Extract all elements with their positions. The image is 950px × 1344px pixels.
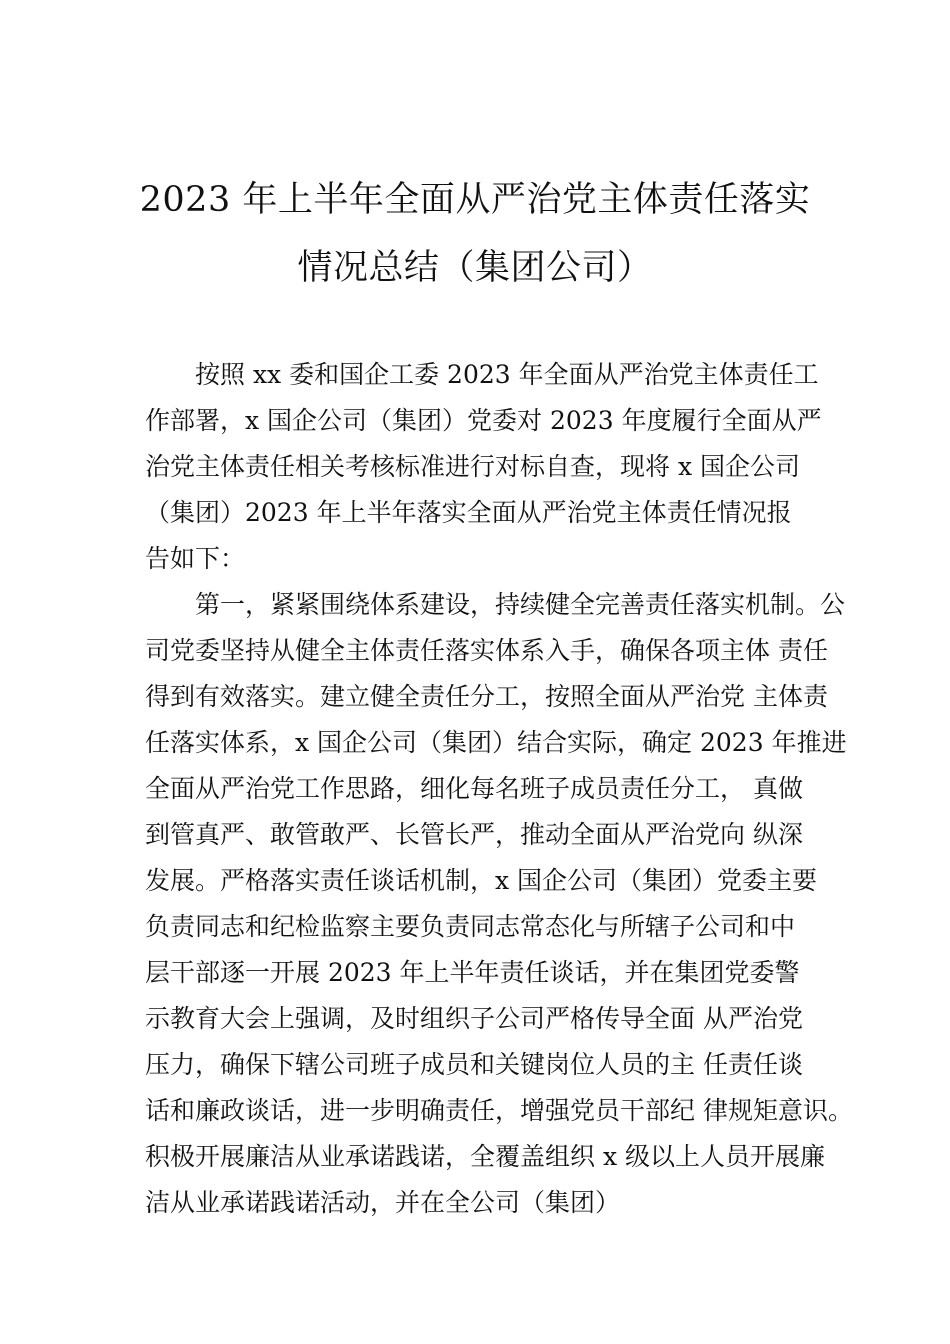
paragraph-line: 洁从业承诺践诺活动，并在全公司（集团） [145, 1188, 621, 1217]
paragraph-line: （集团）2023 年上半年落实全面从严治党主体责任情况报 [145, 498, 792, 527]
paragraph-line: 告如下： [145, 544, 246, 573]
paragraph-line: 按照 xx 委和国企工委 2023 年全面从严治党主体责任工 [195, 360, 819, 389]
paragraph-line: 作部署，x 国企公司（集团）党委对 2023 年度履行全面从严 [145, 406, 822, 435]
paragraph-line: 司党委坚持从健全主体责任落实体系入手，确保各项主体 责任 [145, 636, 828, 665]
paragraph-line: 到管真严、敢管敢严、长管长严，推动全面从严治党向 纵深 [145, 820, 803, 849]
paragraph-line: 第一，紧紧围绕体系建设，持续健全完善责任落实机制。公 [195, 590, 846, 619]
paragraph-line: 示教育大会上强调，及时组织子公司严格传导全面 从严治党 [145, 1004, 803, 1033]
paragraph-line: 发展。严格落实责任谈话机制，x 国企公司（集团）党委主要 [145, 866, 818, 895]
paragraph-line: 压力，确保下辖公司班子成员和关键岗位人员的主 任责任谈 [145, 1050, 803, 1079]
paragraph-line: 积极开展廉洁从业承诺践诺，全覆盖组织 x 级以上人员开展廉 [145, 1142, 825, 1171]
paragraph-line: 全面从严治党工作思路，细化每名班子成员责任分工， 真做 [145, 774, 803, 803]
document-title-line-2: 情况总结（集团公司） [297, 248, 653, 288]
document-title-line-1: 2023 年上半年全面从严治党主体责任落实 [139, 180, 811, 220]
paragraph-line: 任落实体系，x 国企公司（集团）结合实际，确定 2023 年推进 [145, 728, 847, 757]
paragraph-line: 得到有效落实。建立健全责任分工，按照全面从严治党 主体责 [145, 682, 828, 711]
paragraph-line: 治党主体责任相关考核标准进行对标自查，现将 x 国企公司 [145, 452, 800, 481]
paragraph-line: 负责同志和纪检监察主要负责同志常态化与所辖子公司和中 [145, 912, 796, 941]
paragraph-line: 层干部逐一开展 2023 年上半年责任谈话，并在集团党委警 [145, 958, 800, 987]
paragraph-line: 话和廉政谈话，进一步明确责任，增强党员干部纪 律规矩意识。 [145, 1096, 853, 1125]
